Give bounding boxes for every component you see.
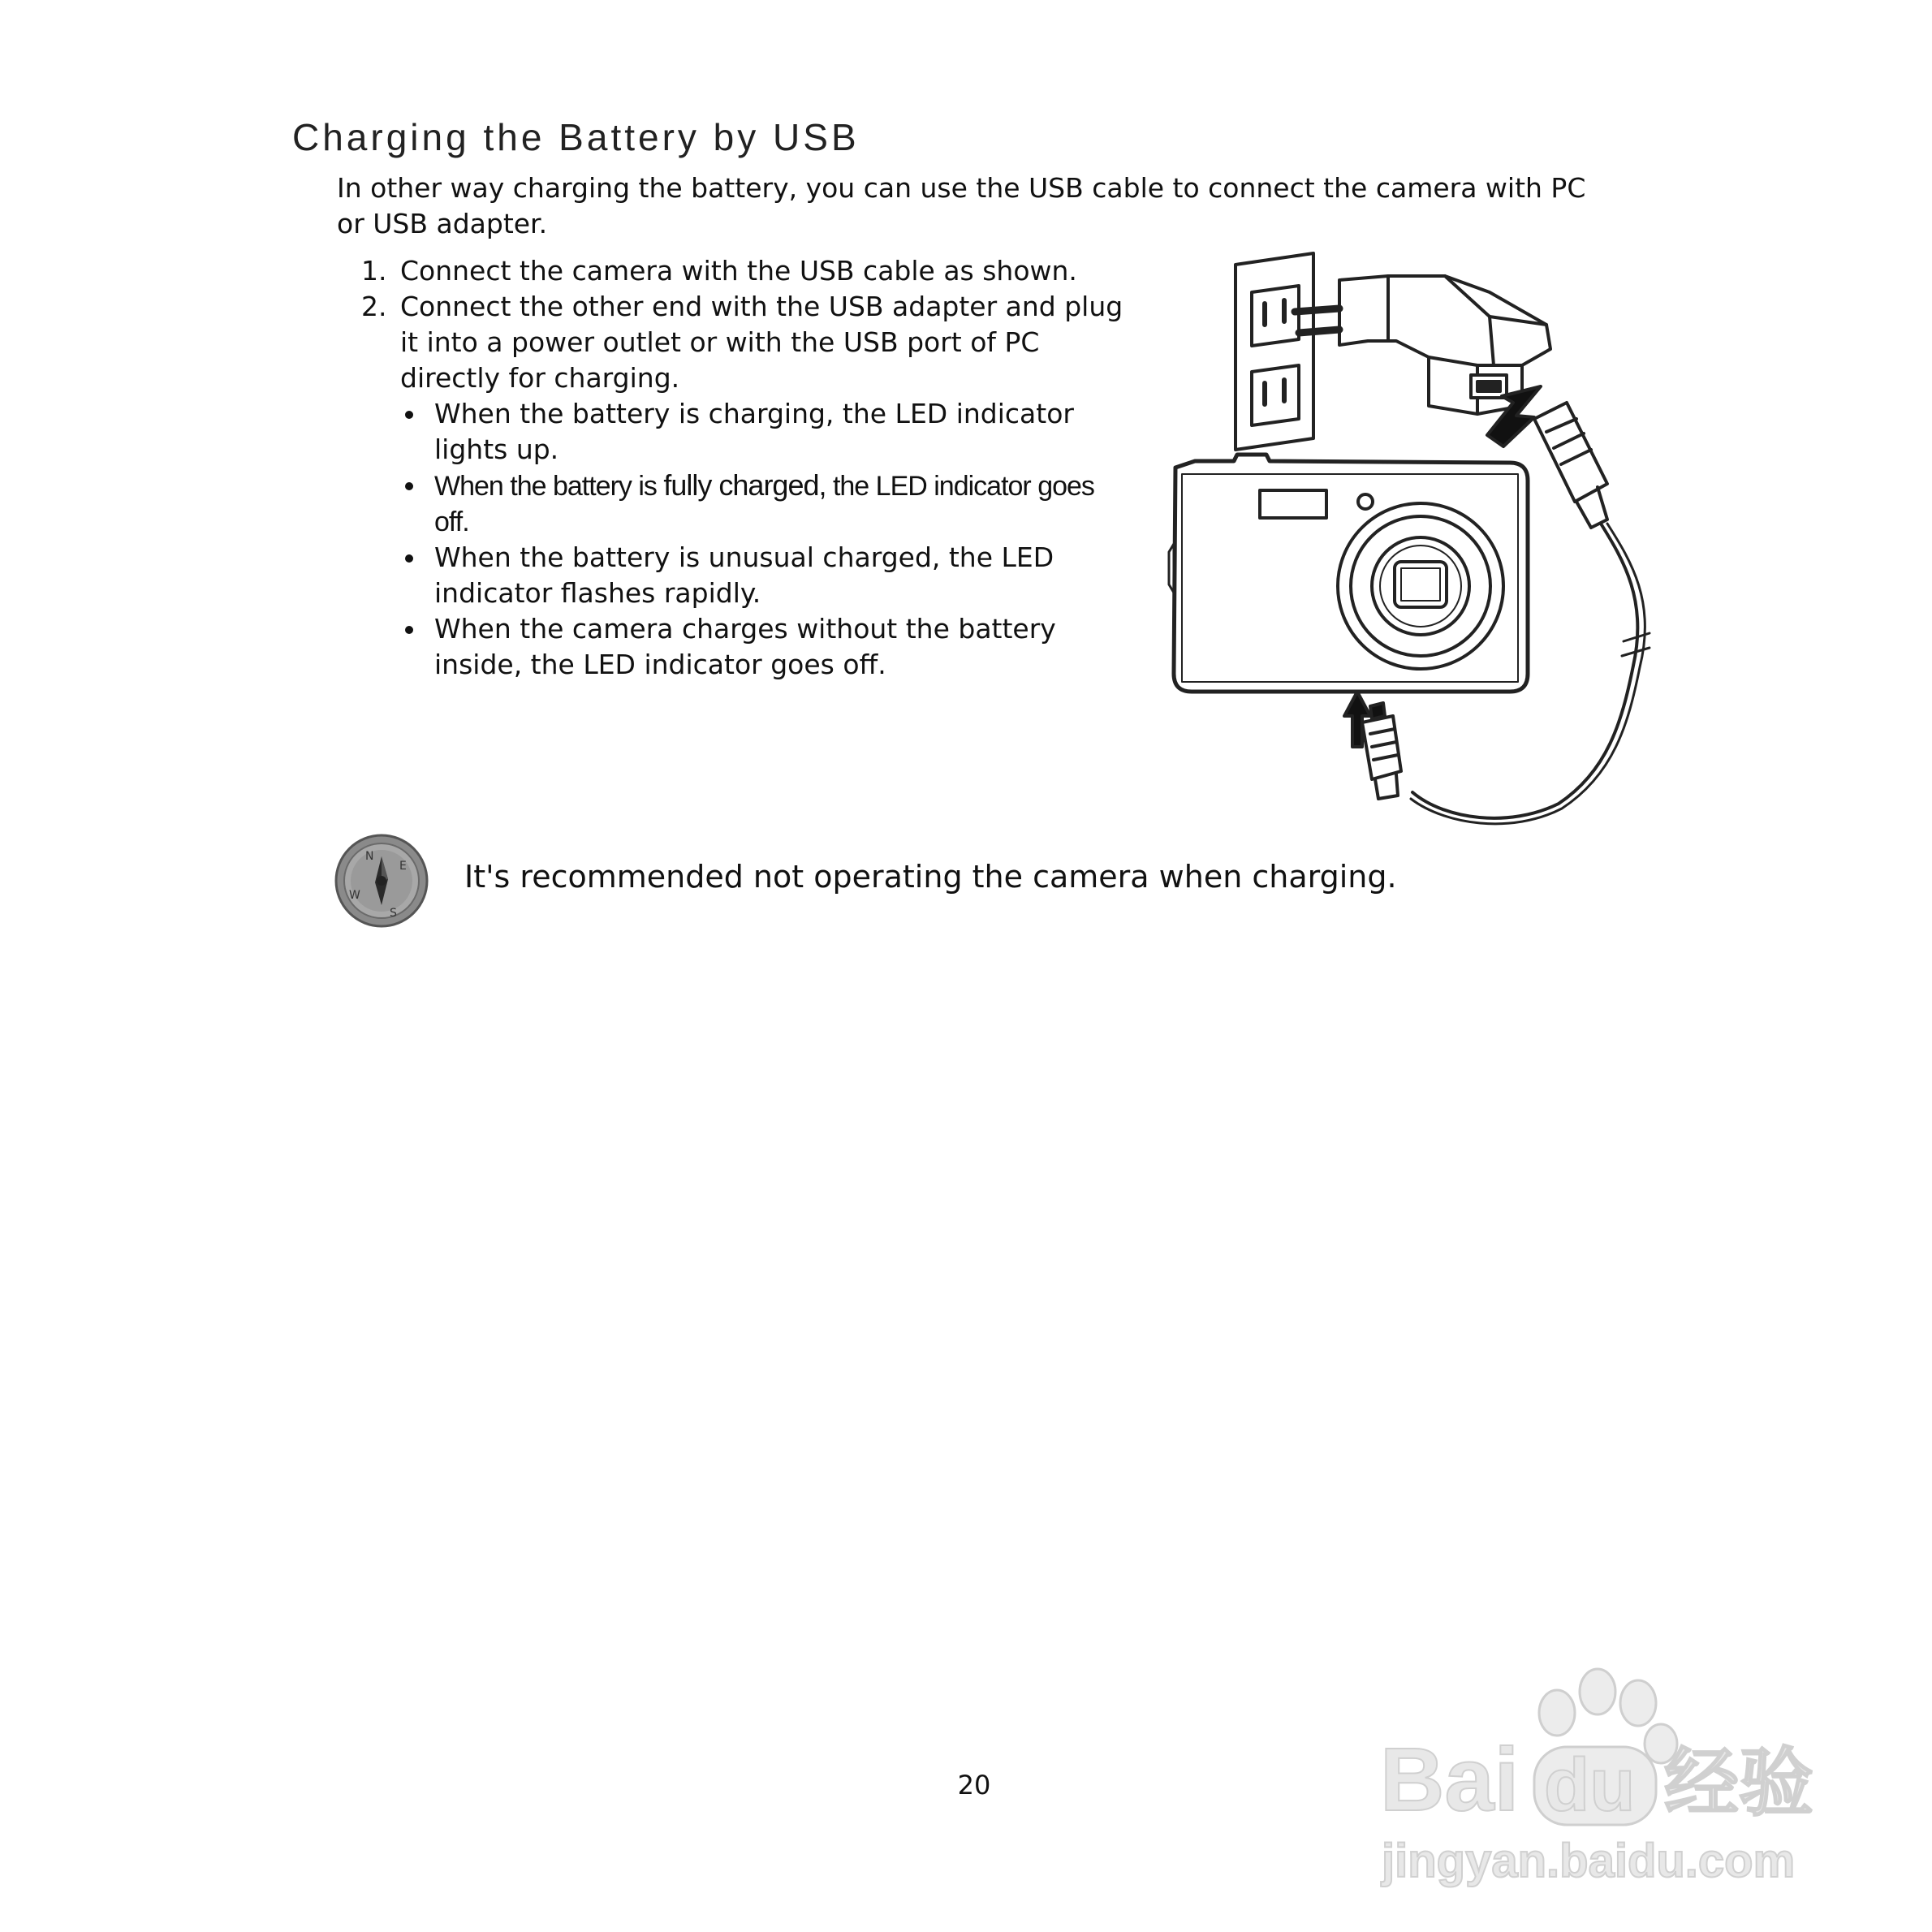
bullet-emphasis: fully charged, [663,468,826,502]
bullet-text: When the camera charges without the battery inside, the LED indicator goes off. [434,613,1056,680]
camera-usb-charging-illustration [1153,244,1672,828]
page-number: 20 [957,1770,991,1800]
steps-list [361,253,1132,683]
baidu-watermark-logo [1372,1656,1835,1891]
svg-text:du: du [1544,1744,1636,1826]
bullet-item [400,611,1132,683]
svg-text:N: N [365,850,374,863]
bullet-text: When the battery is unusual charged, the LED indicator flashes rapidly. [434,541,1054,609]
led-bullets [400,396,1132,683]
step-text: Connect the other end with the USB adapter and plug it into a power outlet or with the USB port of PC directly for charging. [400,291,1123,394]
bullet-text: When the battery is charging, the LED indicator lights up. [434,398,1074,465]
step-text: Connect the camera with the USB cable as shown. [400,255,1077,287]
bullet-text: When the battery is [434,471,664,502]
bullet-item [400,540,1132,611]
step-item [361,289,1132,683]
wall-outlet-icon [1236,253,1313,450]
bullet-text: the LED indicator goes off. [434,471,1094,537]
svg-text:S: S [390,907,397,920]
svg-text:Bai: Bai [1380,1730,1520,1830]
camera-icon [1169,455,1528,692]
svg-text:经验: 经验 [1664,1742,1814,1825]
intro-paragraph: In other way charging the battery, you can use the USB cable to connect the camera with PC or USB adapter. [337,172,1586,239]
page-title: Charging the Battery by USB [292,116,860,158]
step-item [361,253,1132,289]
svg-text:E: E [399,860,407,873]
step-number: 2. [361,291,387,322]
svg-text:W: W [349,889,360,902]
step-number: 1. [361,255,387,287]
svg-text:jingyan.baidu.com: jingyan.baidu.com [1382,1835,1796,1887]
tip-text: It's recommended not operating the camera when charging. [464,859,1397,895]
bullet-item [400,396,1132,468]
bullet-item [400,468,1132,540]
compass-icon [333,832,430,929]
usb-plug-icon [1534,403,1607,528]
